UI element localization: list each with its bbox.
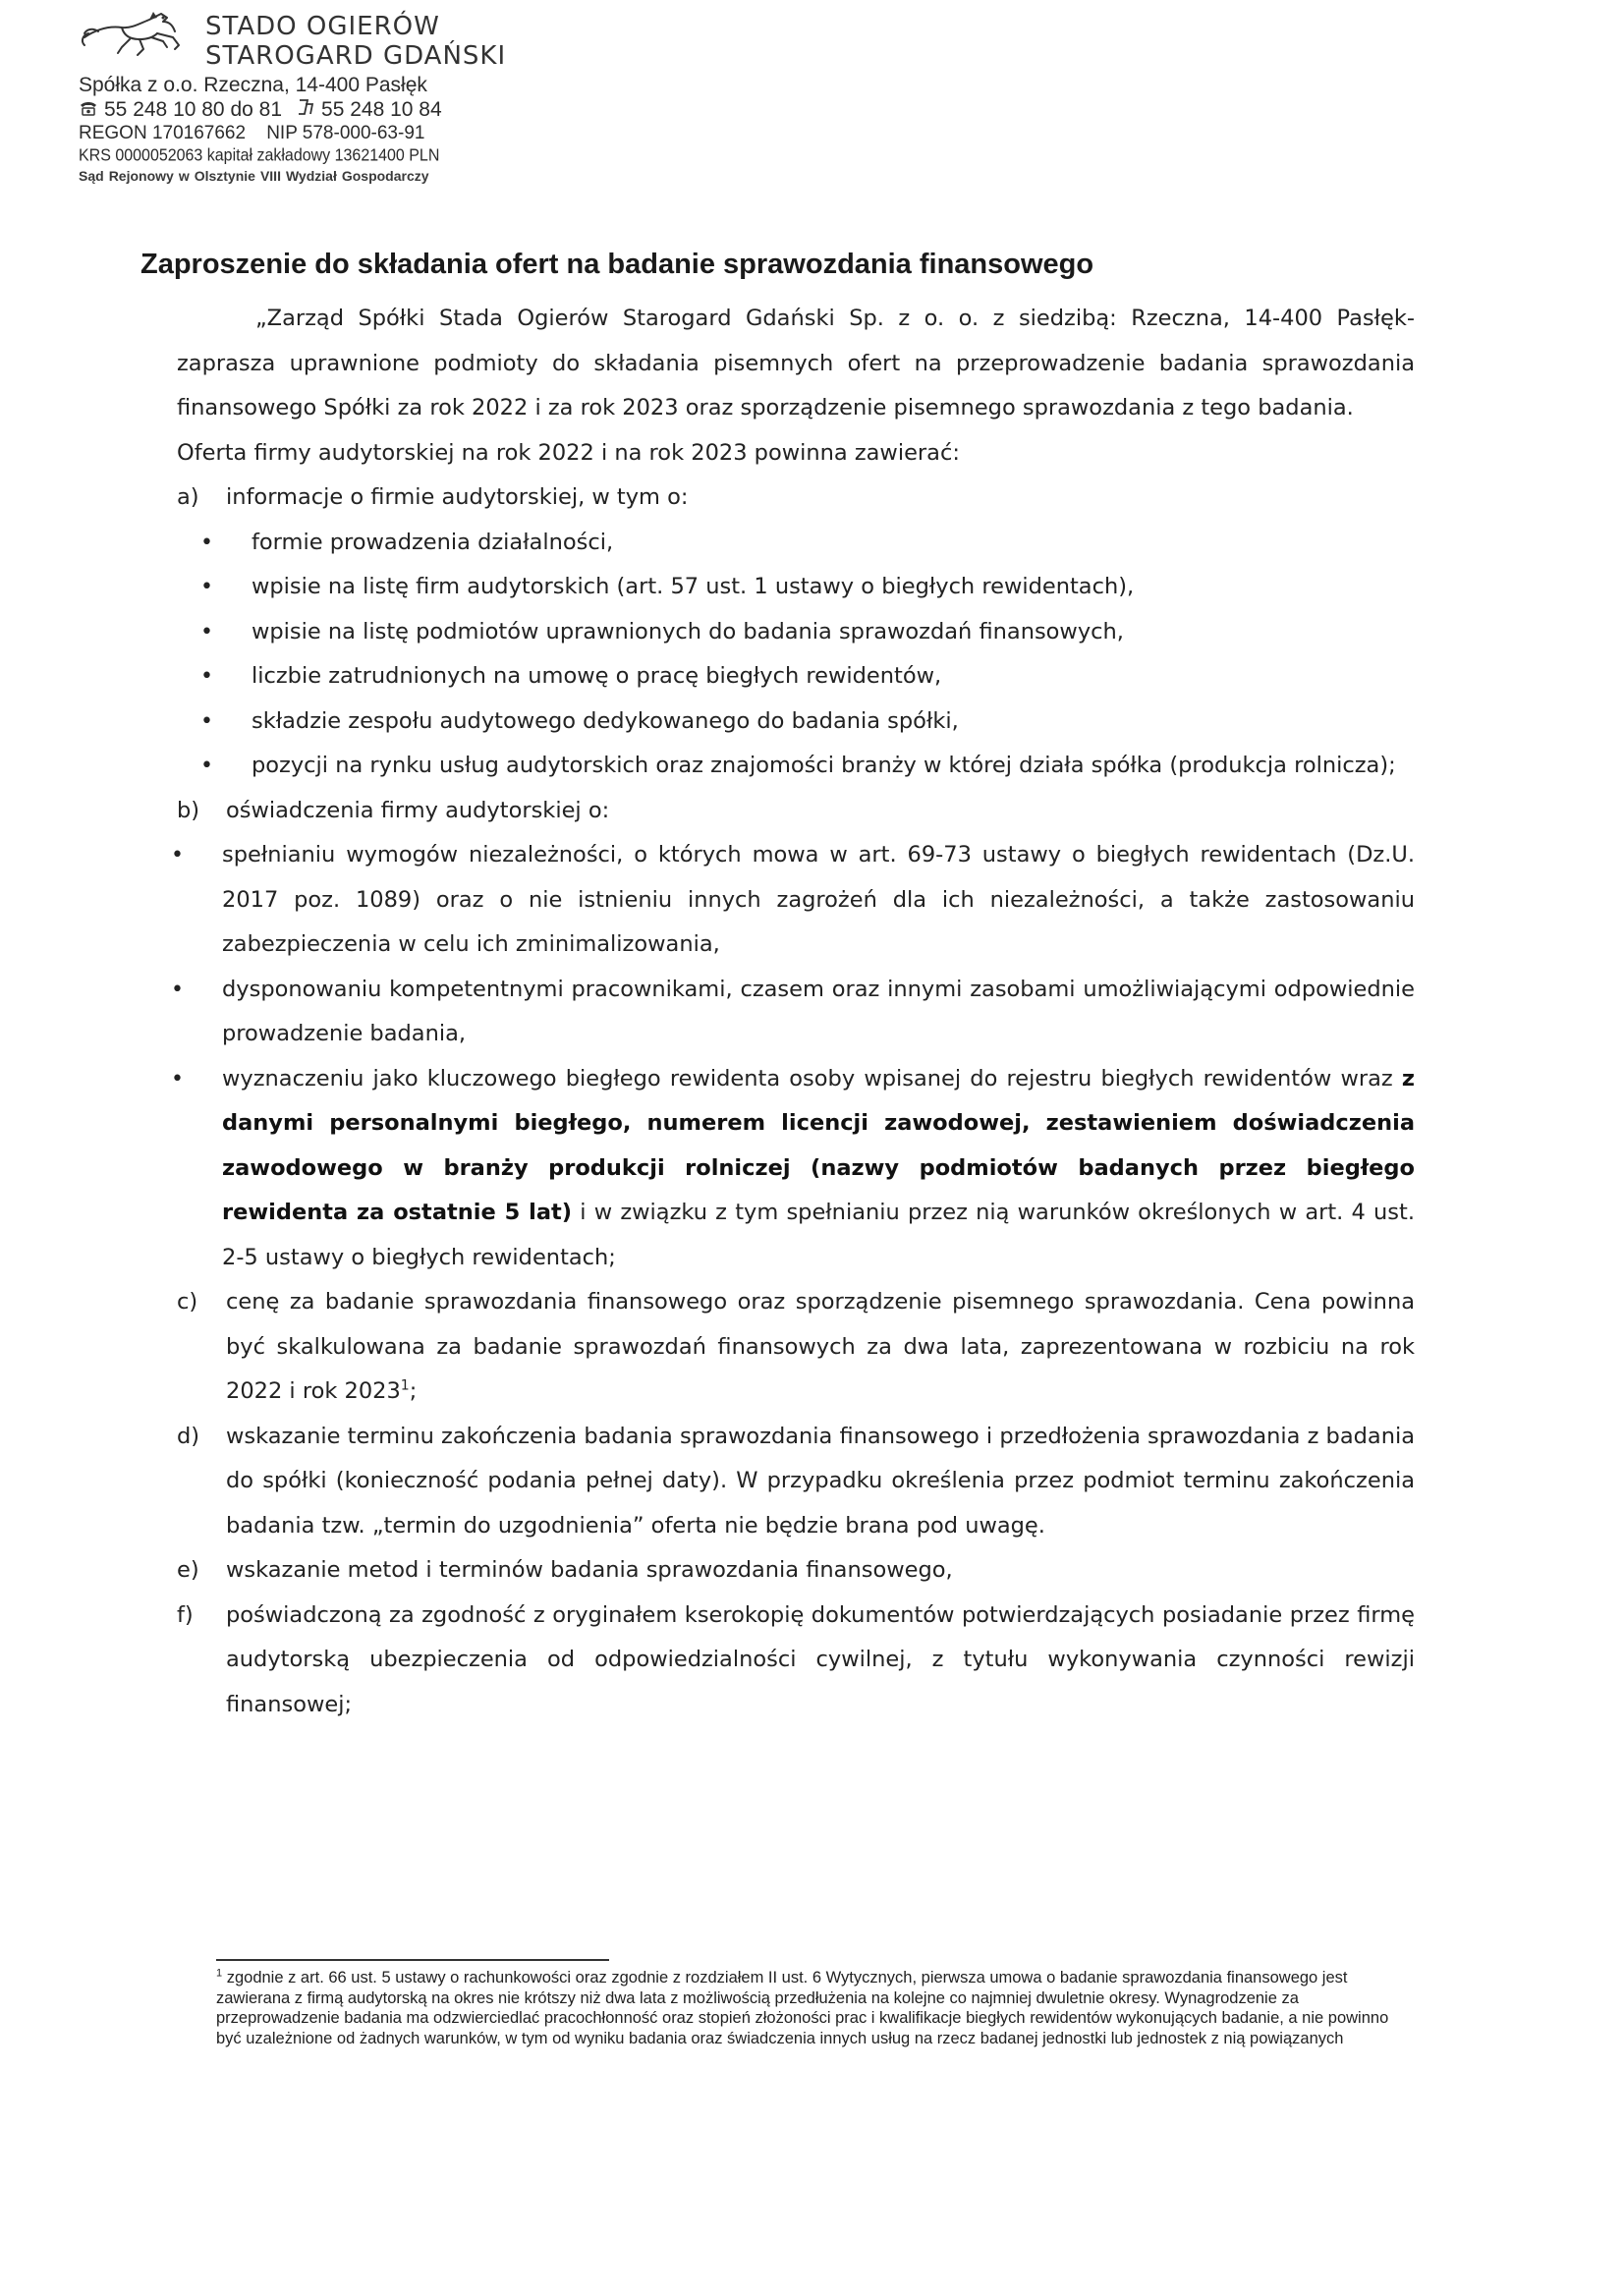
phone-icon bbox=[79, 100, 98, 116]
offer-intro: Oferta firmy audytorskiej na rok 2022 i na rok 2023 powinna zawierać: bbox=[177, 439, 960, 466]
section-a bbox=[177, 476, 1415, 521]
section-letter: e) bbox=[177, 1557, 199, 1583]
list-item: • składzie zespołu audytowego dedykowanego do badania spółki, bbox=[200, 707, 959, 734]
section-b bbox=[177, 789, 1415, 834]
footnote-text: zgodnie z art. 66 ust. 5 ustawy o rachunkowości oraz zgodnie z rozdziałem II ust. 6 Wytycznych, pierwsza umowa o badanie sprawozdania finansowego jest zawierana z firmą audytorską na okres nie krótszy niż dwa lata z możliwością przedłużenia na kolejne co najmniej dwuletnie okresy. Wynagrodzenie za przeprowadzenie badania ma odzwierciedlać pracochłonność oraz stopień złożoności prac i kwalifikacje biegłych rewidentów wykonujących badanie, a nie powinno być uzależnione od żadnych warunków, w tym od wyniku badania oraz świadczenia innych usług na rzecz badanej jednostki lub jednostek z nią powiązanych bbox=[216, 1969, 1389, 2047]
section-c bbox=[177, 1280, 1415, 1415]
list-item: • wyznaczeniu jako kluczowego biegłego rewidenta osoby wpisanej do rejestru biegłych rewidentów wraz z danymi personalnymi biegłego, numerem licencji zawodowej, zestawieniem doświadczenia zawodowego w branży produkcji rolniczej (nazwy podmiotów badanych przez biegłego rewidenta za ostatnie 5 lat) i w związku z tym spełnianiu przez nią warunków określonych w art. 4 ust. 2-5 ustawy o biegłych rewidentach; bbox=[171, 1065, 1415, 1270]
registry-line bbox=[79, 122, 531, 145]
page-title: Zaproszenie do składania ofert na badanie sprawozdania finansowego bbox=[140, 249, 1094, 280]
footnote-divider bbox=[216, 1959, 609, 1961]
section-letter: f) bbox=[177, 1601, 194, 1628]
letterhead bbox=[79, 8, 531, 186]
fax-icon bbox=[296, 98, 315, 116]
section-text: oświadczenia firmy audytorskiej o: bbox=[226, 797, 610, 823]
footnote bbox=[216, 1968, 1410, 2048]
section-d bbox=[177, 1415, 1415, 1549]
intro-first-line: „Zarząd Spółki Stada Ogierów Starogard Gdański Sp. z o. o. z siedzibą: Rzeczna, 14-400 Pasłęk- bbox=[255, 306, 1415, 331]
list-item: • wpisie na listę firm audytorskich (art. 57 ust. 1 ustawy o biegłych rewidentach), bbox=[200, 574, 1135, 599]
section-text: cenę za badanie sprawozdania finansowego oraz sporządzenie pisemnego sprawozdania. Cena powinna być skalkulowana za badanie sprawozdań finansowych za dwa lata, zaprezentowana w rozbiciu na rok 2022 i rok 2023$^1$; bbox=[226, 1289, 1415, 1404]
section-text: poświadczoną za zgodność z oryginałem kserokopię dokumentów potwierdzających posiadanie przez firmę audytorską ubezpieczenia od odpowiedzialności cywilnej, z tytułu wykonywania czynności rewizji finansowej; bbox=[226, 1601, 1415, 1717]
section-text: informacje o firmie audytorskiej, w tym o: bbox=[226, 484, 689, 510]
court-line: Sąd Rejonowy w Olsztynie VIII Wydział Gospodarczy bbox=[79, 168, 429, 184]
section-letter: a) bbox=[177, 484, 199, 510]
section-text: wskazanie terminu zakończenia badania sprawozdania finansowego i przedłożenia sprawozdania z badania do spółki (konieczność podania pełnej daty). W przypadku określenia przez podmiot terminu zakończenia badania tzw. „termin do uzgodnienia” oferta nie będzie brana pod uwagę. bbox=[226, 1423, 1415, 1539]
list-item: • pozycji na rynku usług audytorskich oraz znajomości branży w której działa spółka (produkcja rolnicza); bbox=[200, 753, 1396, 778]
phone-number: 55 248 10 80 do 81 bbox=[104, 98, 283, 121]
footnote-ref: 1 bbox=[400, 1377, 410, 1394]
section-f bbox=[177, 1594, 1415, 1728]
section-e bbox=[177, 1548, 1415, 1594]
section-letter: d) bbox=[177, 1423, 200, 1449]
section-letter: b) bbox=[177, 797, 200, 823]
company-name-line2: STAROGARD GDAŃSKI bbox=[205, 41, 507, 71]
list-item: • spełnianiu wymogów niezależności, o których mowa w art. 69-73 ustawy o biegłych rewidentach (Dz.U. 2017 poz. 1089) oraz o nie istnieniu innych zagrożeń dla ich niezależności, a także zastosowaniu zabezpieczenia w celu ich zminimalizowania, bbox=[171, 842, 1415, 957]
footnote-mark: 1 bbox=[216, 1967, 223, 1980]
nip-number: NIP 578-000-63-91 bbox=[266, 123, 425, 143]
intro-paragraph: zaprasza uprawnione podmioty do składania pisemnych ofert na przeprowadzenie badania sprawozdania finansowego Spółki za rok 2022 i za rok 2023 oraz sporządzenie pisemnego sprawozdania z tego badania. bbox=[177, 350, 1415, 420]
company-address: Spółka z o.o. Rzeczna, 14-400 Pasłęk bbox=[79, 74, 427, 96]
list-item: • wpisie na listę podmiotów uprawnionych do badania sprawozdań finansowych, bbox=[200, 618, 1124, 644]
list-item: • liczbie zatrudnionych na umowę o pracę biegłych rewidentów, bbox=[200, 663, 942, 689]
regon-number: REGON 170167662 bbox=[79, 123, 247, 143]
document-body bbox=[171, 297, 1415, 1727]
section-letter: c) bbox=[177, 1289, 198, 1315]
company-name-line1: STADO OGIERÓW bbox=[205, 12, 440, 41]
horse-logo-icon bbox=[79, 8, 201, 71]
contact-line bbox=[79, 97, 531, 122]
bold-requirement: z danymi personalnymi biegłego, numerem licencji zawodowej, zestawieniem doświadczenia zawodowego w branży produkcji rolniczej (nazwy podmiotów badanych przez biegłego rewidenta za ostatnie 5 lat) bbox=[222, 1065, 1415, 1225]
krs-line: KRS 0000052063 kapitał zakładowy 13621400 PLN bbox=[79, 145, 440, 166]
list-item: • formie prowadzenia działalności, bbox=[200, 529, 614, 555]
list-item: • dysponowaniu kompetentnymi pracownikami, czasem oraz innymi zasobami umożliwiającymi odpowiednie prowadzenie badania, bbox=[171, 976, 1415, 1046]
fax-number: 55 248 10 84 bbox=[321, 98, 442, 121]
section-text: wskazanie metod i terminów badania sprawozdania finansowego, bbox=[226, 1557, 953, 1583]
